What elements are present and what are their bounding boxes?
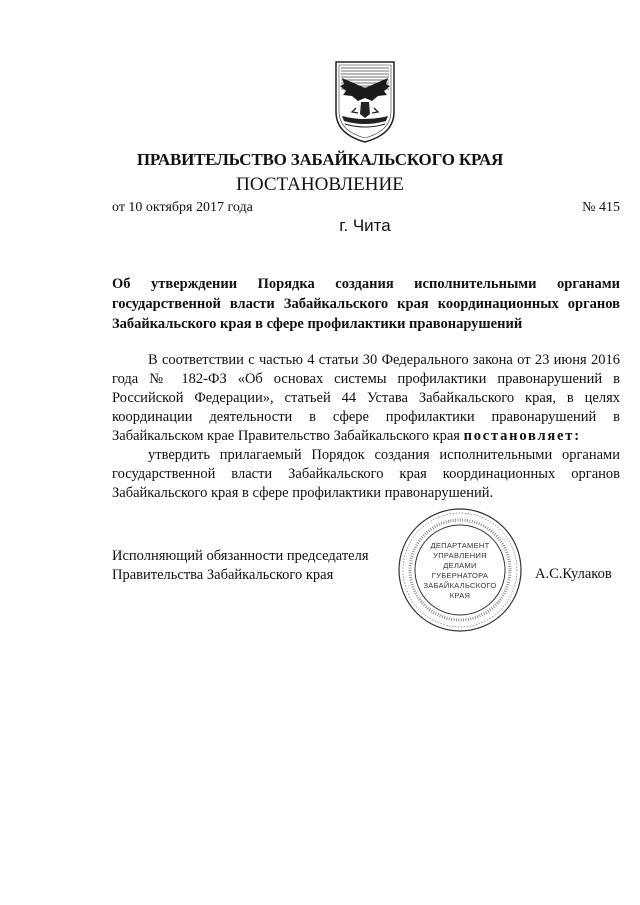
decree-word: постановляет:: [463, 428, 581, 444]
stamp-line-1: ДЕПАРТАМЕНТ: [430, 541, 490, 550]
government-title: ПРАВИТЕЛЬСТВО ЗАБАЙКАЛЬСКОГО КРАЯ: [136, 150, 504, 169]
document-city: г. Чита: [339, 216, 391, 235]
stamp-line-5: ЗАБАЙКАЛЬСКОГО: [423, 581, 497, 590]
document-date: от 10 октября 2017 года: [112, 200, 253, 215]
document-type: ПОСТАНОВЛЕНИЕ: [236, 174, 404, 195]
coat-of-arms-icon: [330, 58, 400, 144]
document-number: № 415: [582, 200, 620, 215]
paragraph-1-text: В соответствии с частью 4 статьи 30 Федерального закона от 23 июня 2016 года № 182-ФЗ «Об основах системы профилактики правонарушений в Российской Федерации», статьей 44 Устава Забайкальского края, в целях координации деятельности в сфере профилактики правонарушений в Забайкальском крае Правительство Забайкальского края: [112, 352, 620, 444]
document-subject: Об утверждении Порядка создания исполнительными органами государственной власти Забайкальского края координационных органов Забайкальского края в сфере профилактики правонарушений: [112, 276, 620, 332]
body-paragraph-2: утвердить прилагаемый Порядок создания исполнительными органами государственной власти Забайкальского края координационных органов Забайкальского края в сфере профилактики правонарушений.: [112, 447, 620, 501]
signatory-title: [112, 547, 369, 585]
signatory-name: А.С.Кулаков: [535, 566, 612, 582]
signatory-title-line-1: Исполняющий обязанности председателя: [112, 548, 369, 564]
body-paragraph-1: [112, 351, 620, 446]
stamp-line-2: УПРАВЛЕНИЯ: [433, 551, 487, 560]
official-stamp-icon: [396, 506, 524, 634]
stamp-line-4: ГУБЕРНАТОРА: [431, 571, 489, 580]
signatory-title-line-2: Правительства Забайкальского края: [112, 567, 334, 583]
stamp-line-3: ДЕЛАМИ: [443, 561, 477, 570]
stamp-line-6: КРАЯ: [449, 591, 471, 600]
